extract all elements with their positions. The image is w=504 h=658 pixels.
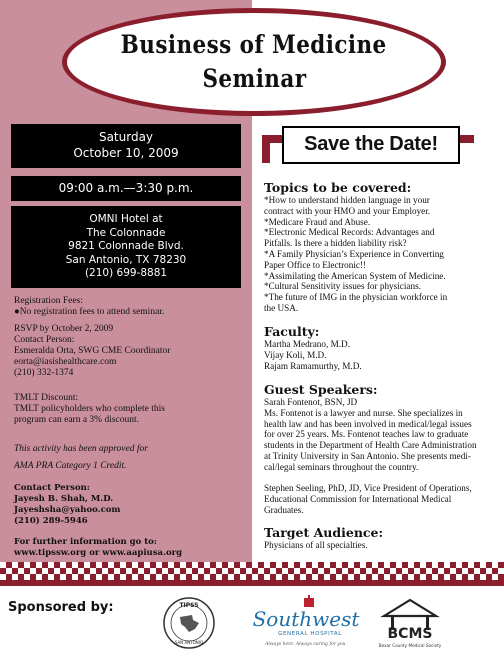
tmlt-line: program can earn a 3% discount. — [14, 415, 140, 425]
topic-line: Pitfalls. Is there a hidden liability risk? — [264, 238, 407, 249]
registration-fees — [14, 296, 246, 318]
rsvp-line: Esmeralda Orta, SWG CME Coordinator — [14, 346, 171, 356]
tipss-logo — [162, 596, 216, 650]
guest-list — [264, 397, 496, 516]
topic-line: Paper Office to Electronic!! — [264, 259, 367, 270]
topics-list — [264, 195, 496, 314]
faculty-section — [264, 324, 496, 371]
southwest-logo-tagline: Always here. Always caring for you. — [265, 642, 347, 647]
save-date-accent — [262, 143, 270, 163]
guest-line: health law and has been involved in medical/legal issues — [264, 418, 472, 429]
topic-line: *Cultural Sensitivity issues for physicians. — [264, 281, 421, 292]
checker-underline — [0, 580, 504, 586]
topic-line: *How to understand hidden language in your — [264, 195, 430, 205]
event-date: October 10, 2009 — [73, 146, 179, 160]
event-time: 09:00 a.m.—3:30 p.m. — [58, 181, 194, 195]
fees-line: Registration Fees: — [14, 296, 83, 306]
faculty-list — [264, 339, 496, 371]
contact-phone: (210) 289-5946 — [14, 516, 88, 526]
more-links: www.tipssw.org or www.aapiusa.org — [14, 548, 183, 558]
event-day: Saturday — [98, 130, 154, 144]
more-line: For further information go to: — [14, 537, 157, 547]
guest-line: cal/legal seminars throughout the country. — [264, 461, 419, 472]
target-audience-section — [264, 525, 496, 551]
topic-line: *The future of IMG in the physician workforce in — [264, 292, 448, 303]
tmlt-line: TMLT policyholders who complete this — [14, 404, 165, 414]
venue-line: 9821 Colonnade Blvd. — [68, 240, 184, 252]
topic-line: contract with your HMO and your Employer. — [264, 205, 431, 216]
guest-spacer — [264, 473, 496, 484]
bcms-logo-name: BCMS — [387, 626, 433, 642]
guest-line: for over 25 years. Ms. Fontenot teaches law to graduate — [264, 429, 469, 440]
topic-line: *A Family Physician’s Experience in Converting — [264, 248, 444, 259]
bcms-logo-sub: Bexar County Medical Society — [378, 643, 442, 648]
southwest-logo-name: Southwest — [252, 607, 360, 631]
guest-line: Ms. Fontenot is a lawyer and nurse. She specializes in — [264, 407, 463, 418]
rsvp-email: eorta@iasishealthcare.com — [14, 357, 117, 367]
title-line-2: Seminar — [201, 64, 307, 93]
faculty-name: Rajam Ramamurthy, M.D. — [264, 360, 362, 371]
venue-line: The Colonnade — [86, 226, 166, 239]
more-info — [14, 537, 246, 559]
checker-border — [0, 562, 504, 580]
bcms-logo — [376, 594, 444, 652]
guest-line: Stephen Seeling, PhD, JD, Vice President of Operations, — [264, 483, 472, 494]
guest-line: at Trinity University in San Antonio. She presents medi- — [264, 450, 471, 461]
guest-line: Educational Commission for International Medical — [264, 494, 452, 505]
rsvp-line: RSVP by October 2, 2009 — [14, 324, 114, 334]
save-the-date-banner: Save the Date! — [282, 126, 460, 164]
rsvp-info — [14, 324, 246, 379]
venue-line: OMNI Hotel at — [89, 213, 163, 225]
rsvp-phone: (210) 332-1374 — [14, 368, 74, 378]
contact-email: Jayeshsha@yahoo.com — [14, 505, 121, 515]
southwest-emblem-icon — [304, 598, 314, 607]
approval-line: AMA PRA Category 1 Credit. — [14, 461, 127, 471]
date-box — [11, 124, 241, 168]
title-oval — [62, 8, 446, 116]
tipss-logo-subtext: SAN ANTONIO — [174, 640, 204, 645]
venue-box — [11, 206, 241, 288]
topic-line: *Assimilating the American System of Medicine. — [264, 270, 446, 281]
topics-section — [264, 180, 496, 314]
sponsored-by-label: Sponsored by: — [8, 600, 114, 615]
tmlt-line: TMLT Discount: — [14, 393, 79, 403]
audience-heading: Target Audience: — [264, 525, 384, 540]
rsvp-line: Contact Person: — [14, 335, 75, 345]
fees-line: ●No registration fees to attend seminar. — [14, 307, 165, 317]
faculty-heading: Faculty: — [264, 324, 320, 339]
contact-person — [14, 483, 246, 527]
time-box — [11, 176, 241, 201]
southwest-logo-sub: GENERAL HOSPITAL — [278, 631, 342, 637]
title-line-1: Business of Medicine — [120, 30, 388, 59]
bcms-roof-icon — [384, 600, 436, 616]
tmlt-discount — [14, 393, 246, 426]
accreditation-note — [14, 441, 246, 475]
southwest-hospital-logo — [246, 594, 366, 652]
topic-line: the USA. — [264, 302, 299, 313]
faculty-name: Vijay Koli, M.D. — [264, 349, 327, 360]
venue-line: (210) 699-8881 — [84, 267, 168, 279]
guest-speakers-section — [264, 382, 496, 516]
guest-line: Sarah Fontenot, BSN, JD — [264, 397, 358, 407]
topics-heading: Topics to be covered: — [264, 180, 412, 195]
guest-heading: Guest Speakers: — [264, 382, 378, 397]
contact-line: Contact Person: — [14, 483, 90, 493]
approval-line: This activity has been approved for — [14, 444, 148, 454]
contact-line: Jayesh B. Shah, M.D. — [14, 494, 114, 504]
guest-line: students in the Department of Health Care Administration — [264, 440, 477, 451]
audience-text: Physicians of all specialties. — [264, 540, 368, 550]
tipss-logo-text: TIPSS — [179, 602, 199, 609]
venue-line: San Antonio, TX 78230 — [65, 253, 187, 266]
topic-line: *Electronic Medical Records: Advantages and — [264, 227, 435, 238]
topic-line: *Medicare Fraud and Abuse. — [264, 216, 371, 227]
faculty-name: Martha Medrano, M.D. — [264, 339, 350, 349]
guest-line: Graduates. — [264, 504, 304, 515]
